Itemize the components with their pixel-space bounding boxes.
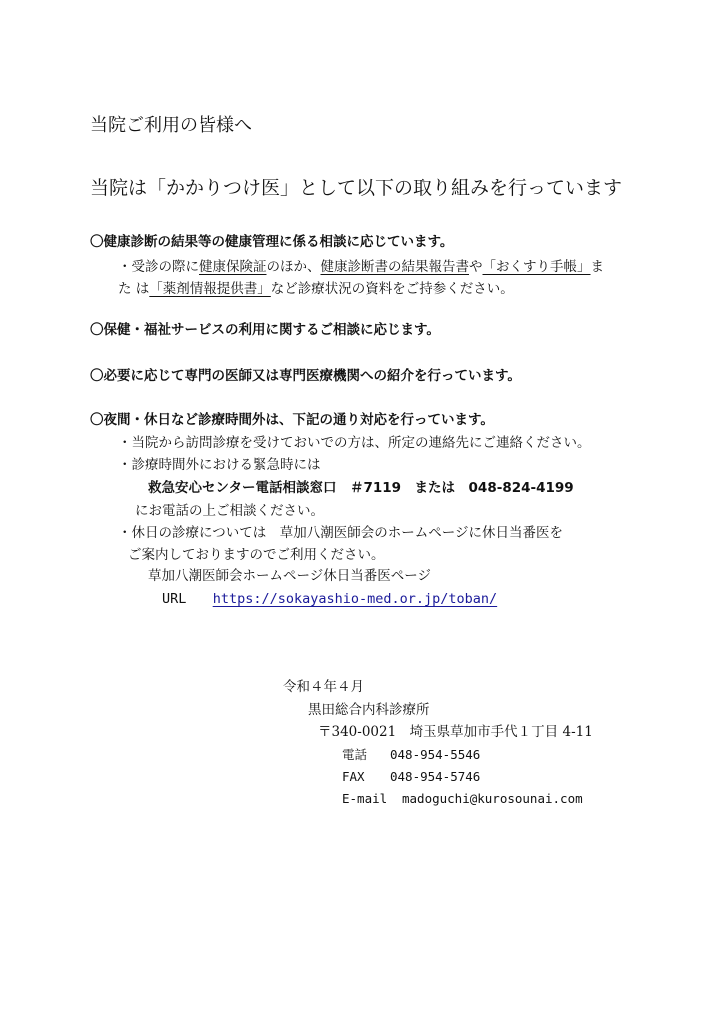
bullet-home-visit: ・当院から訪問診療を受けておいでの方は、所定の連絡先にご連絡ください。: [118, 435, 591, 451]
phone-number: 048-954-5546: [390, 747, 481, 762]
url-row: [162, 593, 497, 607]
text-fragment: のほか、: [266, 259, 321, 275]
checkup-detail-line-2: [118, 283, 514, 297]
bullet-holiday-line-2: ご案内しておりますのでご利用ください。: [128, 547, 385, 563]
text-fragment: や: [469, 259, 483, 275]
clinic-address: 〒340-0021 埼玉県草加市手代１丁目 4-11: [318, 724, 593, 740]
health-insurance-card-text: 健康保険証: [199, 259, 267, 275]
fax-number: 048-954-5746: [390, 769, 481, 784]
fax-row: [342, 771, 480, 784]
checkup-report-text: 健康診断書の結果報告書: [320, 259, 469, 275]
checkup-detail-line-1: [118, 261, 604, 275]
text-fragment: など診療状況の資料をご持参ください。: [270, 281, 514, 297]
clinic-name: 黒田総合内科診療所: [308, 702, 430, 718]
email-label: E-mail: [342, 791, 388, 806]
url-label: URL: [162, 591, 187, 607]
text-fragment: ま: [590, 259, 604, 275]
holiday-doctor-link[interactable]: https://sokayashio-med.or.jp/toban/: [212, 591, 498, 607]
bullet-holiday-line-1: ・休日の診療については 草加八潮医師会のホームページに休日当番医を: [118, 525, 563, 541]
drug-info-sheet-text: 「薬剤情報提供書」: [149, 281, 271, 297]
bullet-emergency: ・診療時間外における緊急時には: [118, 457, 321, 473]
section-heading-welfare: 〇保健・福祉サービスの利用に関するご相談に応じます。: [90, 322, 440, 338]
phone-row: [342, 749, 480, 762]
text-fragment: た は: [118, 281, 150, 297]
emergency-note: にお電話の上ご相談ください。: [135, 503, 324, 519]
section-heading-after-hours: 〇夜間・休日など診療時間外は、下記の通り対応を行っています。: [90, 412, 494, 428]
phone-label: 電話: [342, 747, 368, 762]
page-title: 当院は「かかりつけ医」として以下の取り組みを行っています: [90, 177, 623, 199]
emergency-hotline: 救急安心センター電話相談窓口 ＃7119 または 048-824-4199: [148, 480, 574, 496]
text-fragment: ・受診の際に: [118, 259, 199, 275]
fax-label: FAX: [342, 769, 365, 784]
homepage-label: 草加八潮医師会ホームページ休日当番医ページ: [148, 568, 431, 584]
greeting: 当院ご利用の皆様へ: [90, 115, 252, 136]
issue-date: 令和４年４月: [283, 679, 364, 695]
medicine-notebook-text: 「おくすり手帳」: [482, 259, 591, 275]
email-row: [342, 793, 583, 806]
section-heading-referral: 〇必要に応じて専門の医師又は専門医療機関への紹介を行っています。: [90, 368, 521, 384]
email-address: madoguchi@kurosounai.com: [402, 791, 583, 806]
section-heading-health-checkup: 〇健康診断の結果等の健康管理に係る相談に応じています。: [90, 234, 454, 250]
